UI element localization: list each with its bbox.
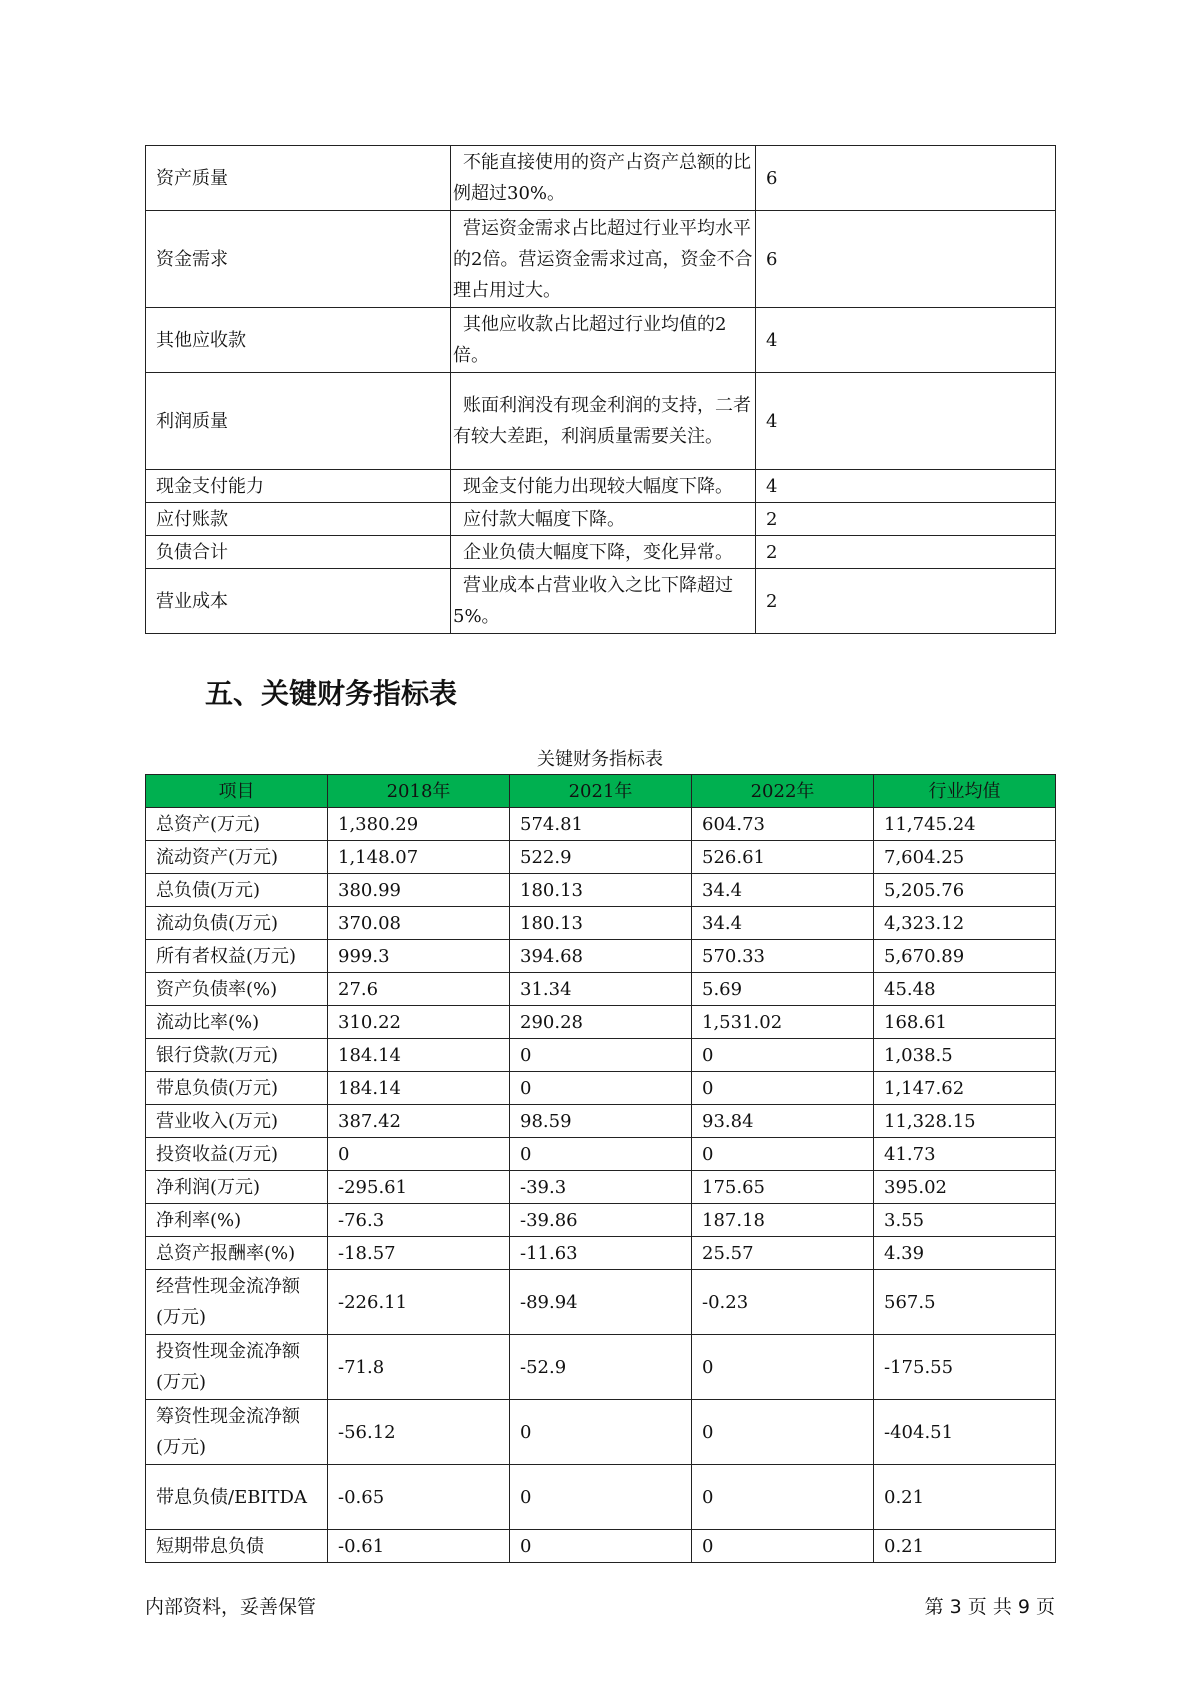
value-cell: -226.11 xyxy=(328,1270,510,1335)
value-cell: 0 xyxy=(692,1072,874,1105)
footer-page-number: 第 3 页 共 9 页 xyxy=(924,1596,1055,1618)
risk-item-cell: 现金支付能力 xyxy=(146,470,451,503)
value-cell: 184.14 xyxy=(328,1072,510,1105)
table-row xyxy=(146,1530,1056,1563)
risk-score-cell: 6 xyxy=(756,146,1056,211)
risk-desc-cell: 应付款大幅度下降。 xyxy=(451,503,756,536)
column-header: 2018年 xyxy=(328,775,510,808)
risk-row xyxy=(146,470,1056,503)
value-cell: -76.3 xyxy=(328,1204,510,1237)
table-row xyxy=(146,973,1056,1006)
row-label-cell: 经营性现金流净额(万元) xyxy=(146,1270,328,1335)
column-header: 2021年 xyxy=(510,775,692,808)
risk-row xyxy=(146,373,1056,470)
value-cell: 570.33 xyxy=(692,940,874,973)
footer-confidential-note: 内部资料，妥善保管 xyxy=(145,1596,317,1618)
value-cell: 0 xyxy=(692,1138,874,1171)
value-cell: -0.23 xyxy=(692,1270,874,1335)
value-cell: -11.63 xyxy=(510,1237,692,1270)
row-label-cell: 流动资产(万元) xyxy=(146,841,328,874)
risk-row xyxy=(146,308,1056,373)
value-cell: 394.68 xyxy=(510,940,692,973)
value-cell: 11,745.24 xyxy=(874,808,1056,841)
value-cell: 93.84 xyxy=(692,1105,874,1138)
row-label-cell: 带息负债(万元) xyxy=(146,1072,328,1105)
risk-item-cell: 资金需求 xyxy=(146,211,451,308)
value-cell: 0 xyxy=(328,1138,510,1171)
value-cell: 0 xyxy=(510,1530,692,1563)
value-cell: 1,531.02 xyxy=(692,1006,874,1039)
risk-row xyxy=(146,146,1056,211)
value-cell: 25.57 xyxy=(692,1237,874,1270)
value-cell: 567.5 xyxy=(874,1270,1056,1335)
risk-desc-cell: 营运资金需求占比超过行业平均水平的2倍。营运资金需求过高，资金不合理占用过大。 xyxy=(451,211,756,308)
risk-score-cell: 4 xyxy=(756,373,1056,470)
row-label-cell: 筹资性现金流净额(万元) xyxy=(146,1400,328,1465)
value-cell: -0.65 xyxy=(328,1465,510,1530)
risk-score-cell: 6 xyxy=(756,211,1056,308)
row-label-cell: 投资收益(万元) xyxy=(146,1138,328,1171)
row-label-cell: 总资产报酬率(%) xyxy=(146,1237,328,1270)
risk-item-cell: 资产质量 xyxy=(146,146,451,211)
table-row xyxy=(146,1465,1056,1530)
row-label-cell: 总负债(万元) xyxy=(146,874,328,907)
value-cell: 0 xyxy=(510,1400,692,1465)
value-cell: 31.34 xyxy=(510,973,692,1006)
value-cell: 0 xyxy=(510,1465,692,1530)
risk-score-cell: 4 xyxy=(756,470,1056,503)
column-header: 行业均值 xyxy=(874,775,1056,808)
value-cell: -18.57 xyxy=(328,1237,510,1270)
value-cell: 604.73 xyxy=(692,808,874,841)
value-cell: 0 xyxy=(510,1039,692,1072)
value-cell: -0.61 xyxy=(328,1530,510,1563)
table-row xyxy=(146,1105,1056,1138)
risk-item-cell: 负债合计 xyxy=(146,536,451,569)
risk-row xyxy=(146,211,1056,308)
risk-table xyxy=(145,145,1056,634)
value-cell: 5,670.89 xyxy=(874,940,1056,973)
value-cell: 380.99 xyxy=(328,874,510,907)
value-cell: -39.3 xyxy=(510,1171,692,1204)
value-cell: -52.9 xyxy=(510,1335,692,1400)
value-cell: 0 xyxy=(692,1465,874,1530)
value-cell: 526.61 xyxy=(692,841,874,874)
table-row xyxy=(146,1171,1056,1204)
financial-indicators-table xyxy=(145,774,1056,1563)
value-cell: -39.86 xyxy=(510,1204,692,1237)
value-cell: 0 xyxy=(510,1072,692,1105)
value-cell: 34.4 xyxy=(692,907,874,940)
value-cell: 0 xyxy=(692,1039,874,1072)
risk-desc-cell: 账面利润没有现金利润的支持，二者有较大差距，利润质量需要关注。 xyxy=(451,373,756,470)
value-cell: 4,323.12 xyxy=(874,907,1056,940)
risk-item-cell: 营业成本 xyxy=(146,569,451,634)
risk-row xyxy=(146,503,1056,536)
risk-item-cell: 应付账款 xyxy=(146,503,451,536)
table-row xyxy=(146,841,1056,874)
row-label-cell: 净利润(万元) xyxy=(146,1171,328,1204)
row-label-cell: 带息负债/EBITDA xyxy=(146,1465,328,1530)
value-cell: 0.21 xyxy=(874,1465,1056,1530)
value-cell: 0.21 xyxy=(874,1530,1056,1563)
value-cell: 999.3 xyxy=(328,940,510,973)
value-cell: 7,604.25 xyxy=(874,841,1056,874)
value-cell: 1,380.29 xyxy=(328,808,510,841)
column-header: 项目 xyxy=(146,775,328,808)
value-cell: 27.6 xyxy=(328,973,510,1006)
value-cell: 1,147.62 xyxy=(874,1072,1056,1105)
table-row xyxy=(146,1400,1056,1465)
table-row xyxy=(146,1006,1056,1039)
value-cell: 41.73 xyxy=(874,1138,1056,1171)
value-cell: 187.18 xyxy=(692,1204,874,1237)
row-label-cell: 营业收入(万元) xyxy=(146,1105,328,1138)
value-cell: 34.4 xyxy=(692,874,874,907)
value-cell: 370.08 xyxy=(328,907,510,940)
value-cell: -89.94 xyxy=(510,1270,692,1335)
risk-desc-cell: 营业成本占营业收入之比下降超过5%。 xyxy=(451,569,756,634)
value-cell: 522.9 xyxy=(510,841,692,874)
row-label-cell: 短期带息负债 xyxy=(146,1530,328,1563)
risk-item-cell: 利润质量 xyxy=(146,373,451,470)
section-title: 五、关键财务指标表 xyxy=(205,677,458,710)
row-label-cell: 流动比率(%) xyxy=(146,1006,328,1039)
table-row xyxy=(146,907,1056,940)
risk-row xyxy=(146,536,1056,569)
column-header: 2022年 xyxy=(692,775,874,808)
risk-desc-cell: 企业负债大幅度下降，变化异常。 xyxy=(451,536,756,569)
value-cell: -404.51 xyxy=(874,1400,1056,1465)
risk-row xyxy=(146,569,1056,634)
table-row xyxy=(146,808,1056,841)
value-cell: 11,328.15 xyxy=(874,1105,1056,1138)
value-cell: 0 xyxy=(692,1530,874,1563)
value-cell: -56.12 xyxy=(328,1400,510,1465)
value-cell: 395.02 xyxy=(874,1171,1056,1204)
row-label-cell: 投资性现金流净额(万元) xyxy=(146,1335,328,1400)
row-label-cell: 资产负债率(%) xyxy=(146,973,328,1006)
value-cell: 0 xyxy=(692,1400,874,1465)
risk-desc-cell: 不能直接使用的资产占资产总额的比例超过30%。 xyxy=(451,146,756,211)
value-cell: 5.69 xyxy=(692,973,874,1006)
table-row xyxy=(146,1039,1056,1072)
risk-item-cell: 其他应收款 xyxy=(146,308,451,373)
value-cell: 310.22 xyxy=(328,1006,510,1039)
value-cell: 387.42 xyxy=(328,1105,510,1138)
value-cell: 1,038.5 xyxy=(874,1039,1056,1072)
value-cell: -175.55 xyxy=(874,1335,1056,1400)
value-cell: 574.81 xyxy=(510,808,692,841)
value-cell: 180.13 xyxy=(510,907,692,940)
value-cell: -295.61 xyxy=(328,1171,510,1204)
risk-score-cell: 2 xyxy=(756,503,1056,536)
table-row xyxy=(146,1237,1056,1270)
table-row xyxy=(146,1072,1056,1105)
table-row xyxy=(146,1204,1056,1237)
value-cell: 0 xyxy=(692,1335,874,1400)
table-row xyxy=(146,1138,1056,1171)
value-cell: 5,205.76 xyxy=(874,874,1056,907)
table-header-row xyxy=(146,775,1056,808)
value-cell: 184.14 xyxy=(328,1039,510,1072)
value-cell: 0 xyxy=(510,1138,692,1171)
row-label-cell: 银行贷款(万元) xyxy=(146,1039,328,1072)
value-cell: 175.65 xyxy=(692,1171,874,1204)
value-cell: 3.55 xyxy=(874,1204,1056,1237)
value-cell: 1,148.07 xyxy=(328,841,510,874)
risk-desc-cell: 现金支付能力出现较大幅度下降。 xyxy=(451,470,756,503)
value-cell: -71.8 xyxy=(328,1335,510,1400)
value-cell: 168.61 xyxy=(874,1006,1056,1039)
table-caption: 关键财务指标表 xyxy=(537,749,663,770)
value-cell: 290.28 xyxy=(510,1006,692,1039)
value-cell: 180.13 xyxy=(510,874,692,907)
risk-score-cell: 2 xyxy=(756,569,1056,634)
table-row xyxy=(146,1335,1056,1400)
row-label-cell: 净利率(%) xyxy=(146,1204,328,1237)
row-label-cell: 所有者权益(万元) xyxy=(146,940,328,973)
risk-desc-cell: 其他应收款占比超过行业均值的2倍。 xyxy=(451,308,756,373)
table-row xyxy=(146,940,1056,973)
value-cell: 98.59 xyxy=(510,1105,692,1138)
row-label-cell: 流动负债(万元) xyxy=(146,907,328,940)
risk-score-cell: 2 xyxy=(756,536,1056,569)
risk-score-cell: 4 xyxy=(756,308,1056,373)
row-label-cell: 总资产(万元) xyxy=(146,808,328,841)
table-row xyxy=(146,1270,1056,1335)
value-cell: 4.39 xyxy=(874,1237,1056,1270)
value-cell: 45.48 xyxy=(874,973,1056,1006)
table-row xyxy=(146,874,1056,907)
